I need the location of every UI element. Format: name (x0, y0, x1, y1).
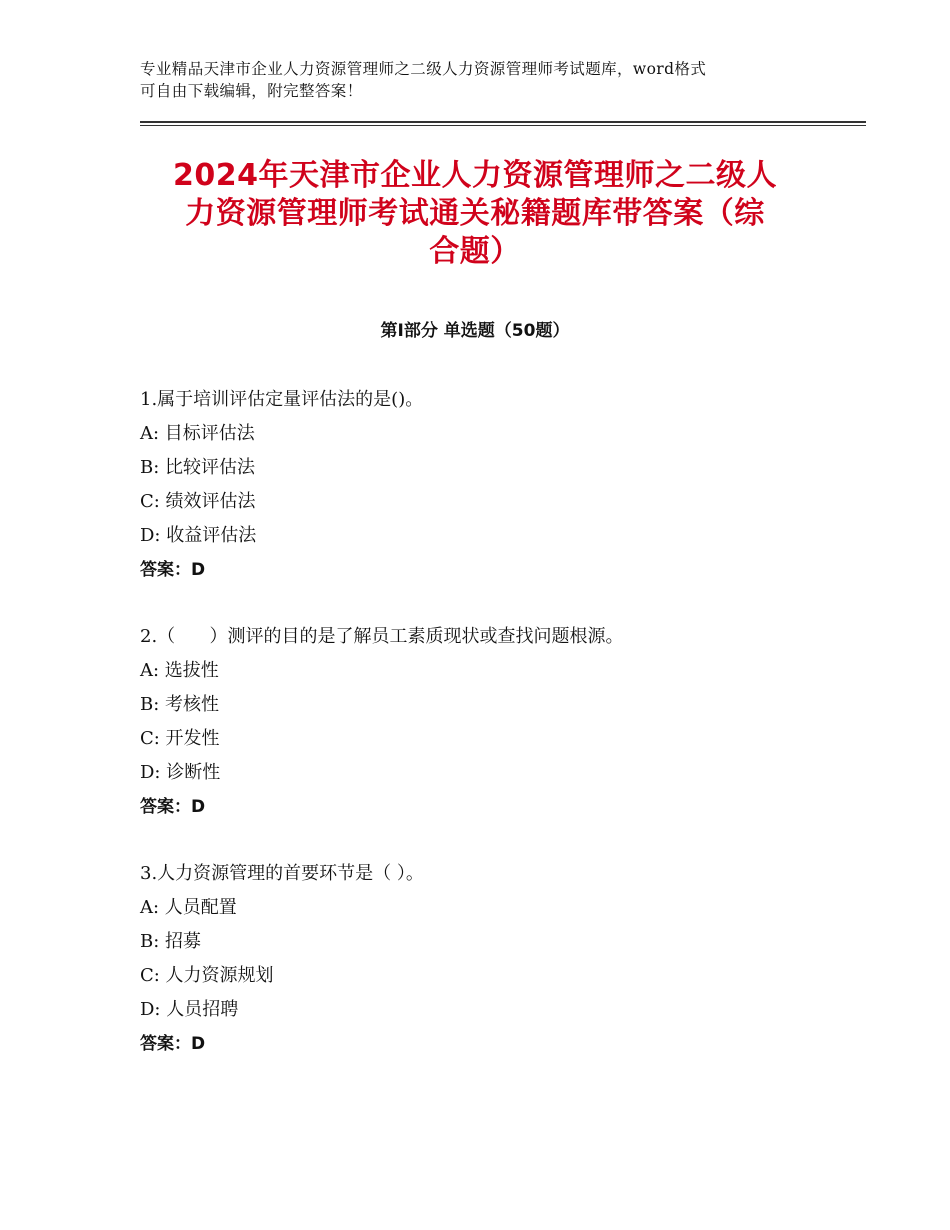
option-a: A: 选拔性 (140, 660, 219, 681)
option-c: C: 人力资源规划 (140, 965, 274, 986)
option-c: C: 开发性 (140, 728, 220, 749)
question-3 (140, 857, 840, 1061)
option-a: A: 目标评估法 (140, 423, 255, 444)
question-stem: 1.属于培训评估定量评估法的是()。 (140, 389, 424, 410)
title-line-3: 合题） (429, 234, 521, 269)
option-a: A: 人员配置 (140, 897, 237, 918)
section-title: 第Ⅰ部分 单选题（50题） (380, 321, 570, 341)
title-line-2: 力资源管理师考试通关秘籍题库带答案（综 (185, 196, 765, 231)
document-title (140, 157, 810, 271)
question-stem: 3.人力资源管理的首要环节是（ ）。 (140, 863, 424, 884)
question-list (140, 383, 840, 1094)
title-line-1: 2024年天津市企业人力资源管理师之二级人 (173, 158, 777, 193)
header-note-line-2: 可自由下载编辑，附完整答案！ (140, 82, 363, 100)
question-1 (140, 383, 840, 587)
question-stem: 2.（ ）测评的目的是了解员工素质现状或查找问题根源。 (140, 626, 624, 647)
header-note-line-1: 专业精品天津市企业人力资源管理师之二级人力资源管理师考试题库，word格式 (140, 60, 707, 78)
option-b: B: 比较评估法 (140, 457, 256, 478)
option-d: D: 收益评估法 (140, 525, 257, 546)
header-divider-thick (140, 121, 866, 123)
option-c: C: 绩效评估法 (140, 491, 256, 512)
header-note (140, 58, 820, 102)
header-divider-thin (140, 125, 866, 126)
answer: 答案：D (140, 797, 206, 817)
question-2 (140, 620, 840, 824)
option-b: B: 招募 (140, 931, 202, 952)
answer: 答案：D (140, 560, 206, 580)
answer: 答案：D (140, 1034, 206, 1054)
option-b: B: 考核性 (140, 694, 220, 715)
option-d: D: 诊断性 (140, 762, 221, 783)
option-d: D: 人员招聘 (140, 999, 239, 1020)
